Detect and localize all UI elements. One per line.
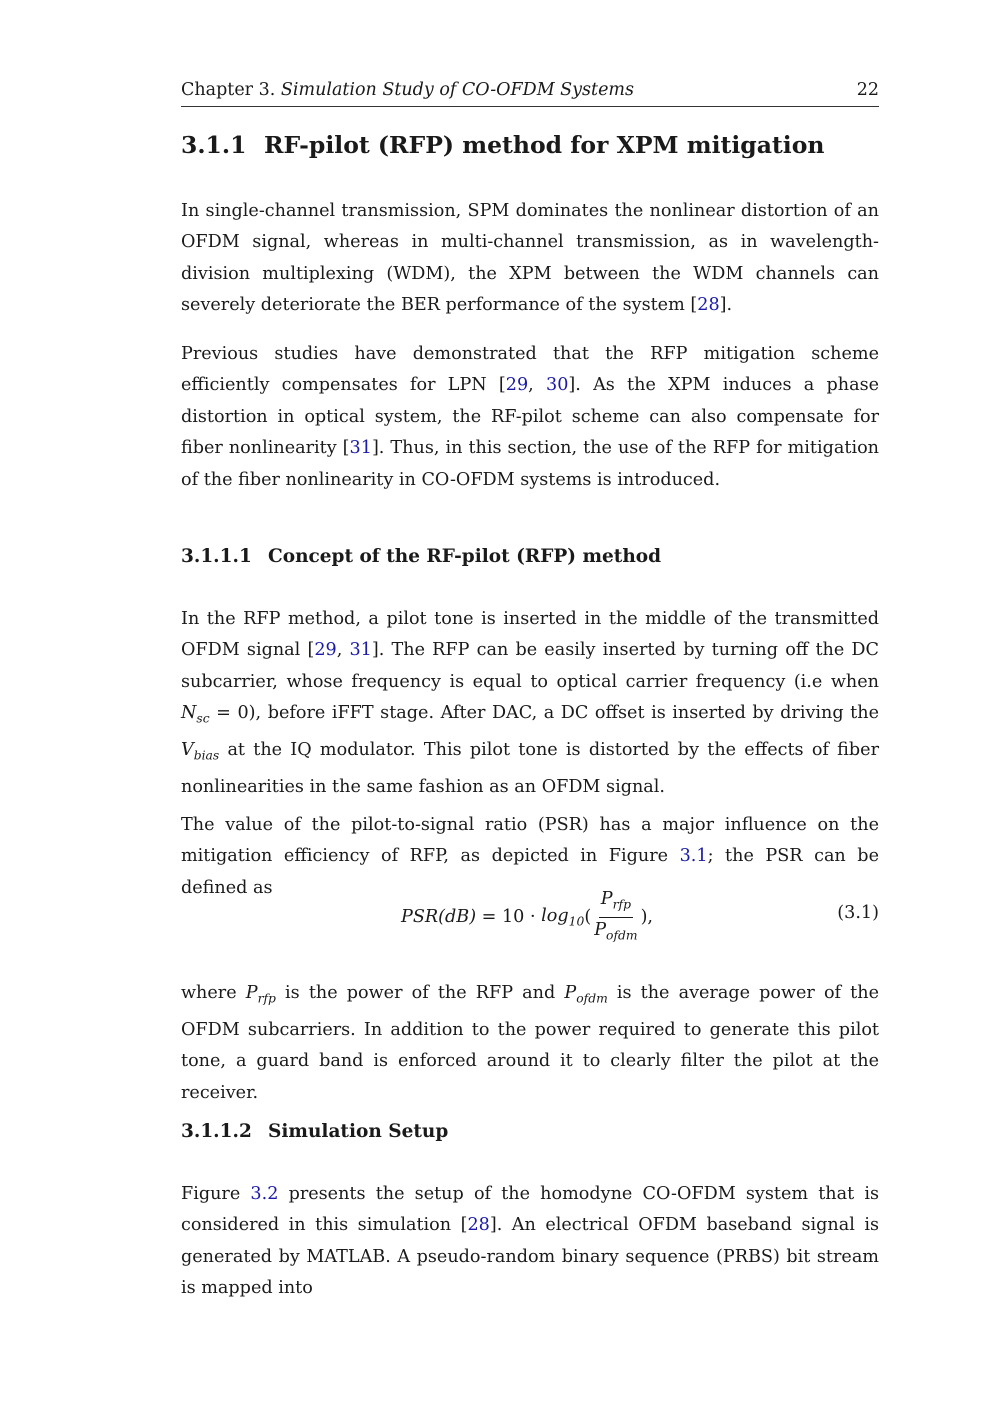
equation-number: (3.1) <box>837 903 879 923</box>
subsection-title: Concept of the RF-pilot (RFP) method <box>268 546 662 567</box>
equation-formula: PSR(dB) = 10 · $\log_{10}$ ( $\frac{P_{rfp}}{P_{ofdm}}$ ), <box>401 890 653 944</box>
paragraph: In the RFP method, a pilot tone is inserted in the middle of the transmitted OFDM signal [29, 31]. The RFP can be easily inserted by turning off the DC subcarrier, whose frequency is equal to optical carrier frequency (i.e when $N_{sc} = 0$), before iFFT stage. After DAC, a DC offset is inserted by driving the $V_{bias}$ at the IQ modulator. This pilot tone is distorted by the effects of fiber nonlinearities in the same fashion as an OFDM signal. <box>181 609 880 798</box>
running-header <box>181 80 879 107</box>
subsection-number: 3.1.1.2 <box>181 1121 252 1142</box>
subsection-heading <box>181 546 661 567</box>
figure-link[interactable]: 3.1 <box>679 846 708 867</box>
subsection-heading <box>181 1121 448 1142</box>
math-symbol: $V_{bias}$ <box>181 740 220 763</box>
section-title: RF-pilot (RFP) method for XPM mitigation <box>264 131 825 159</box>
paragraph: In single-channel transmission, SPM dominates the nonlinear distortion of an OFDM signal, whereas in multi-channel transmission, as in wavelength-division multiplexing (WDM), the XPM between the WDM channels can severely deteriorate the BER performance of the system [28]. <box>181 201 879 316</box>
citation-link[interactable]: 31 <box>349 640 372 661</box>
citation-link[interactable]: 30 <box>546 375 569 396</box>
fraction-denominator: $P_{ofdm}$ <box>594 919 638 943</box>
chapter-title: Simulation Study of CO-OFDM Systems <box>280 80 635 100</box>
math-symbol: $P_{ofdm}$ <box>564 983 608 1006</box>
chapter-label: Chapter 3. <box>181 80 276 100</box>
citation-link[interactable]: 28 <box>697 295 720 316</box>
fraction <box>592 888 639 946</box>
math-symbol: $N_{sc}$ <box>181 703 210 726</box>
paragraph: Previous studies have demonstrated that the RFP mitigation scheme efficiently compensates for LPN [29, 30]. As the XPM induces a phase distortion in optical system, the RF-pilot scheme can also compensate for fiber nonlinearity [31]. Thus, in this section, the use of the RFP for mitigation of the fiber nonlinearity in CO-OFDM systems is introduced. <box>181 344 880 490</box>
paragraph: Figure 3.2 presents the setup of the homodyne CO-OFDM system that is considered in this simulation [28]. An electrical OFDM baseband signal is generated by MATLAB. A pseudo-random binary sequence (PRBS) bit stream is mapped into <box>181 1184 879 1299</box>
header-chapter <box>181 80 634 100</box>
citation-link[interactable]: 29 <box>314 640 337 661</box>
citation-link[interactable]: 28 <box>467 1215 490 1236</box>
citation-link[interactable]: 31 <box>349 438 372 459</box>
page-number: 22 <box>856 80 879 100</box>
citation-link[interactable]: 29 <box>505 375 529 396</box>
subsection-title: Simulation Setup <box>268 1121 449 1142</box>
section-heading <box>181 131 824 159</box>
subsection-number: 3.1.1.1 <box>181 546 252 567</box>
paragraph: The value of the pilot-to-signal ratio (PSR) has a major influence on the mitigation efficiency of RFP, as depicted in Figure 3.1; the PSR can be defined as <box>181 815 879 898</box>
section-number: 3.1.1 <box>181 131 247 159</box>
fraction-numerator: $P_{rfp}$ <box>599 888 633 918</box>
paragraph: where $P_{rfp}$ is the power of the RFP and $P_{ofdm}$ is the average power of the OFDM subcarriers. In addition to the power required to generate this pilot tone, a guard band is enforced around it to clearly filter the pilot at the receiver. <box>181 983 879 1103</box>
math-symbol: $P_{rfp}$ <box>245 983 276 1006</box>
equation <box>181 890 879 944</box>
figure-link[interactable]: 3.2 <box>250 1184 279 1204</box>
